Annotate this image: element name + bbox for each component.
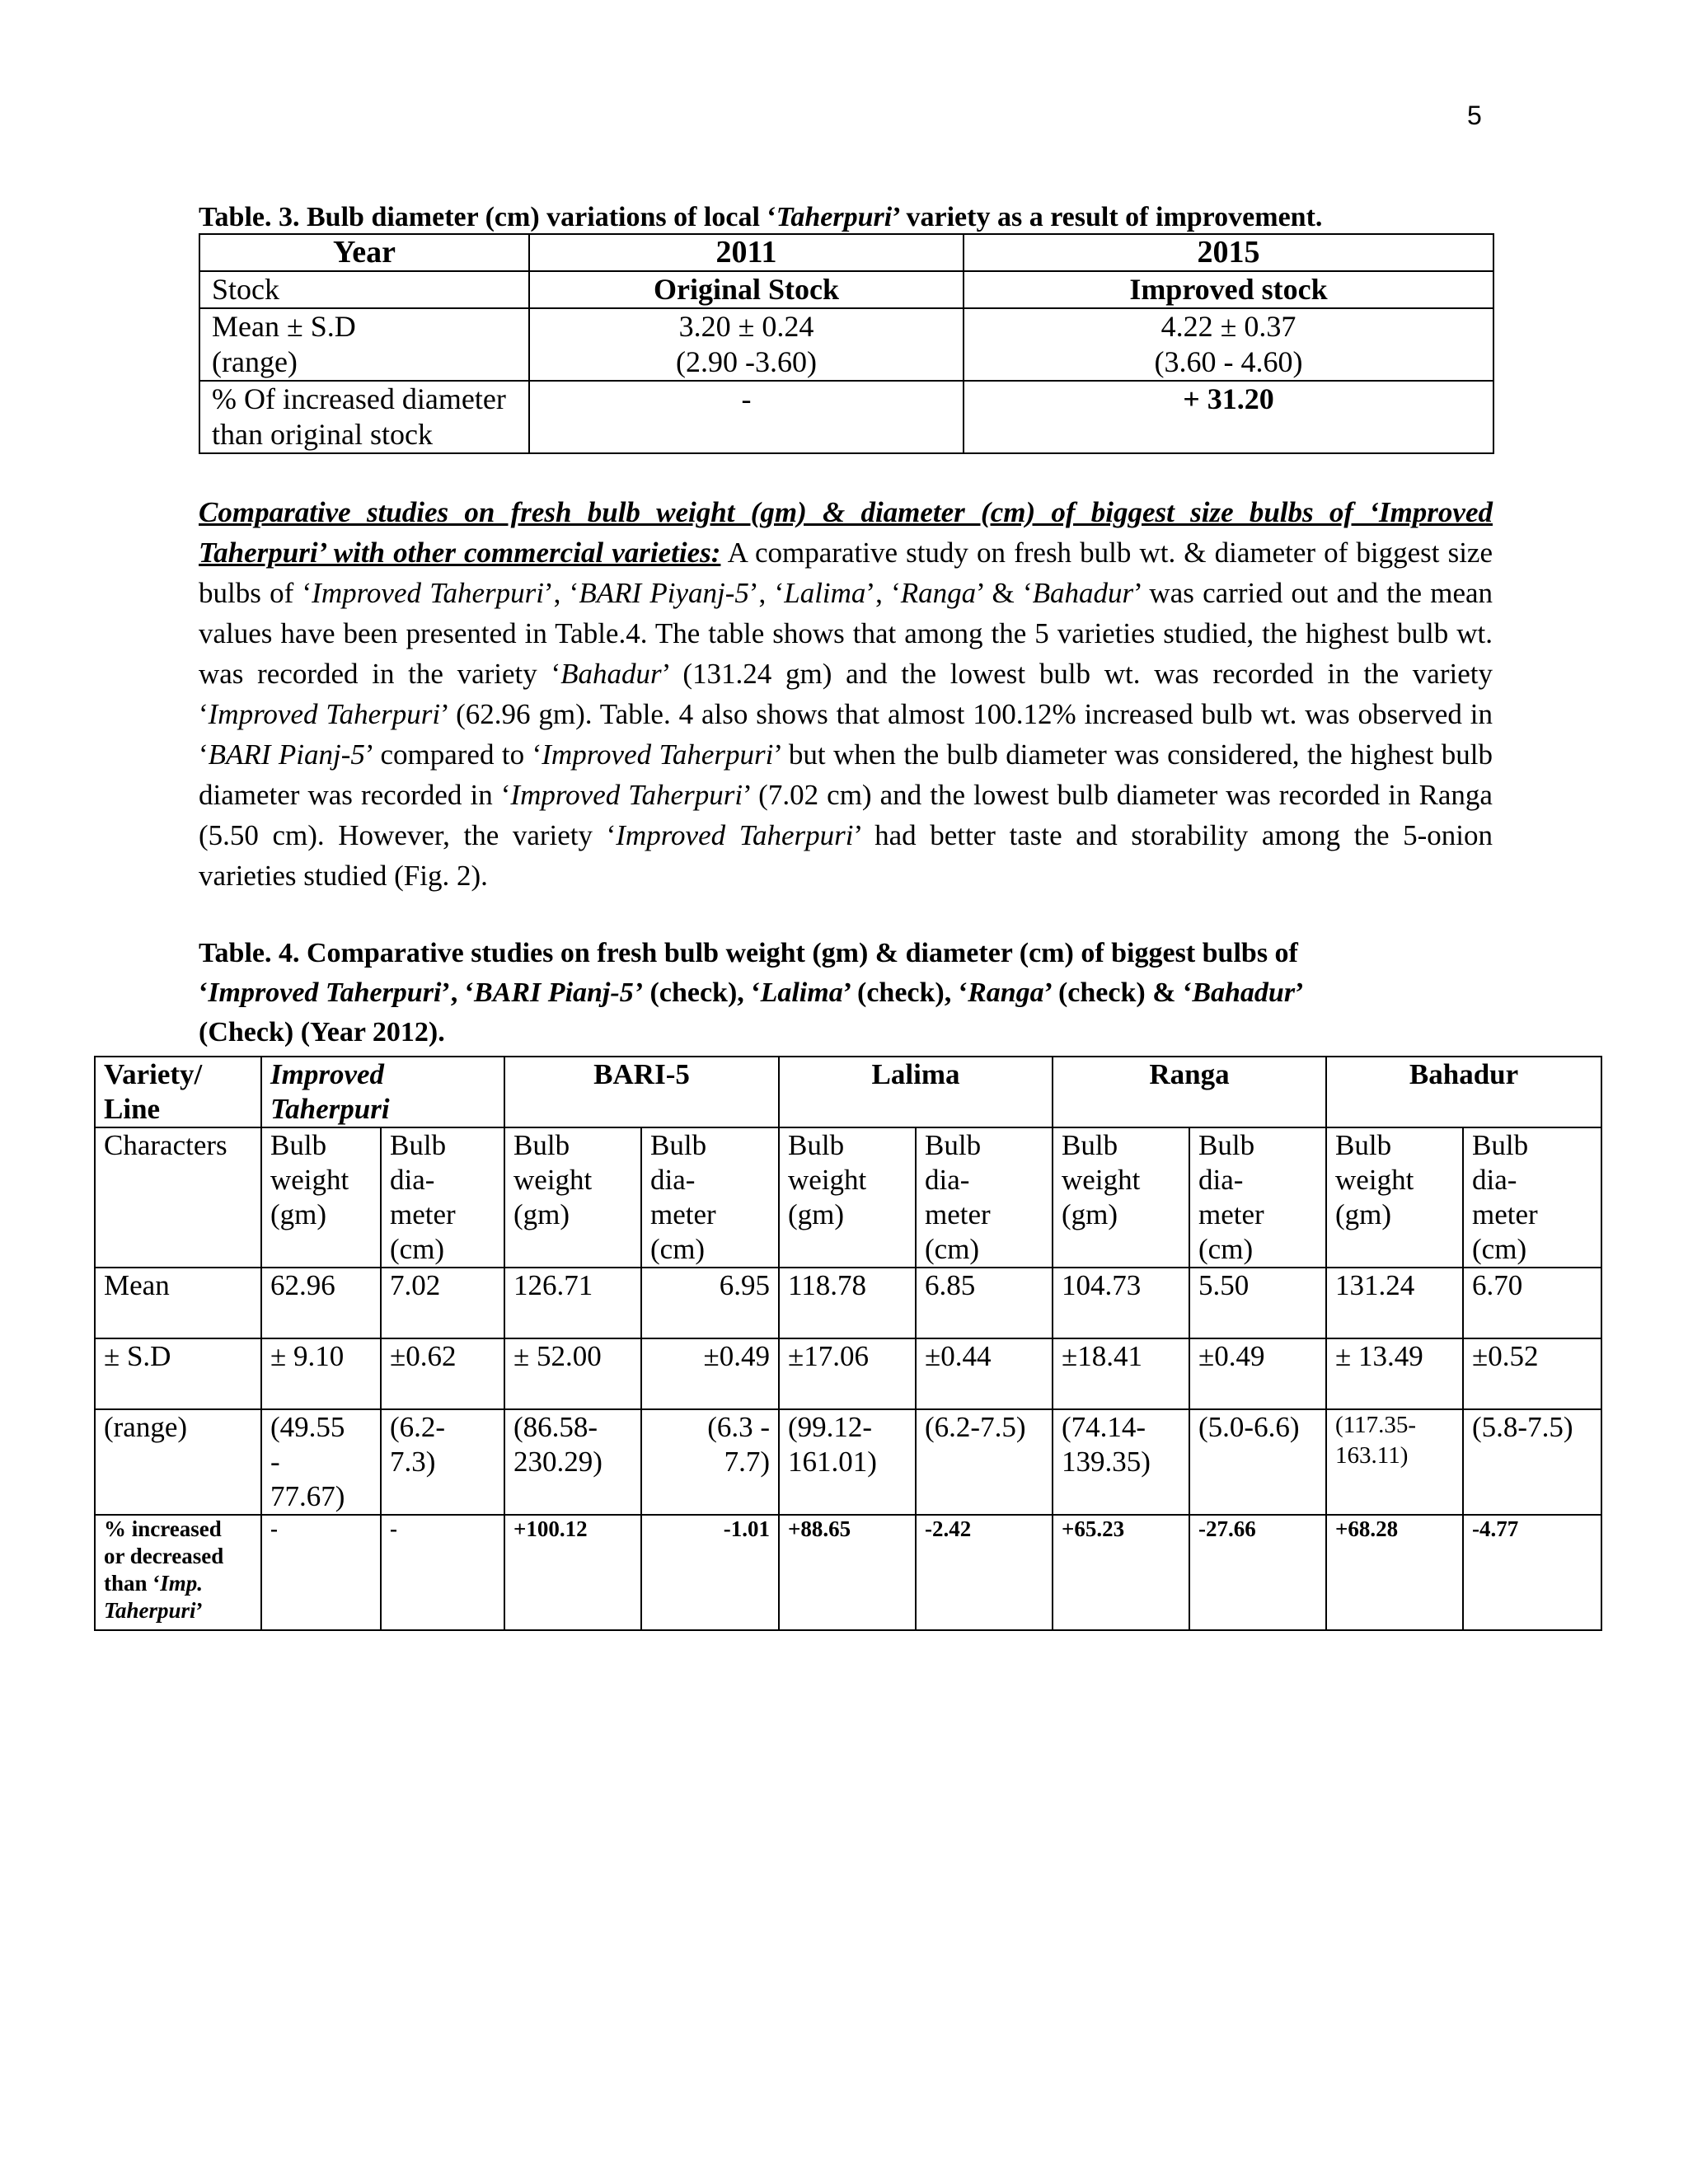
table-cell: ±0.62 bbox=[381, 1338, 504, 1409]
table-cell: Lalima bbox=[779, 1057, 1053, 1127]
table-cell: - bbox=[529, 381, 964, 453]
table-cell: (5.8-7.5) bbox=[1463, 1409, 1601, 1515]
table-cell: Bulb weight (gm) bbox=[1326, 1127, 1463, 1268]
table-cell: ± 52.00 bbox=[504, 1338, 641, 1409]
table-cell: (5.0-6.6) bbox=[1189, 1409, 1326, 1515]
table-cell: 7.02 bbox=[381, 1268, 504, 1338]
table-cell: Bulb dia- meter (cm) bbox=[1189, 1127, 1326, 1268]
table-cell: - bbox=[261, 1515, 381, 1630]
table-cell: 2011 bbox=[529, 234, 964, 271]
table3 bbox=[199, 233, 1494, 454]
table-cell: 3.20 ± 0.24 (2.90 -3.60) bbox=[529, 308, 964, 381]
table-cell: +100.12 bbox=[504, 1515, 641, 1630]
table-cell: +68.28 bbox=[1326, 1515, 1463, 1630]
table-cell: (6.3 - 7.7) bbox=[641, 1409, 779, 1515]
table3-caption: Table. 3. Bulb diameter (cm) variations of local ‘Taherpuri’ variety as a result of improvement. bbox=[199, 202, 1323, 232]
table-cell: Bulb dia- meter (cm) bbox=[916, 1127, 1053, 1268]
table-cell: ±0.44 bbox=[916, 1338, 1053, 1409]
table-cell: Bahadur bbox=[1326, 1057, 1601, 1127]
table-cell: 62.96 bbox=[261, 1268, 381, 1338]
table-cell: Improved stock bbox=[964, 271, 1493, 308]
table-cell: Mean ± S.D (range) bbox=[199, 308, 529, 381]
table-cell: 118.78 bbox=[779, 1268, 916, 1338]
table-cell: Bulb dia- meter (cm) bbox=[381, 1127, 504, 1268]
table-cell: -4.77 bbox=[1463, 1515, 1601, 1630]
table-cell: ±0.52 bbox=[1463, 1338, 1601, 1409]
table-row bbox=[95, 1057, 1601, 1127]
table-cell: ± 13.49 bbox=[1326, 1338, 1463, 1409]
table-cell: % Of increased diameter than original stock bbox=[199, 381, 529, 453]
table-row bbox=[199, 234, 1493, 271]
body-paragraph: Comparative studies on fresh bulb weight (gm) & diameter (cm) of biggest size bulbs of ‘Improved Taherpuri’ with other commercial varieties: A comparative study on fresh bulb wt. & diameter of biggest size bulbs of ‘Improved Taherpuri’, ‘BARI Piyanj-5’, ‘Lalima’, ‘Ranga’ & ‘Bahadur’ was carried out and the mean values have been presented in Table.4. The table shows that among the 5 varieties studied, the highest bulb wt. was recorded in the variety ‘Bahadur’ (131.24 gm) and the lowest bulb wt. was recorded in the variety ‘Improved Taherpuri’ (62.96 gm). Table. 4 also shows that almost 100.12% increased bulb wt. was observed in ‘BARI Pianj-5’ compared to ‘Improved Taherpuri’ but when the bulb diameter was considered, the highest bulb diameter was recorded in ‘Improved Taherpuri’ (7.02 cm) and the lowest bulb diameter was recorded in Ranga (5.50 cm). However, the variety ‘Improved Taherpuri’ had better taste and storability among the 5-onion varieties studied (Fig. 2). bbox=[199, 496, 1493, 892]
table-cell: (86.58- 230.29) bbox=[504, 1409, 641, 1515]
table-row bbox=[199, 381, 1493, 453]
table-cell: Original Stock bbox=[529, 271, 964, 308]
table-cell: 6.95 bbox=[641, 1268, 779, 1338]
table-cell: ±18.41 bbox=[1053, 1338, 1189, 1409]
table-cell: Characters bbox=[95, 1127, 261, 1268]
table-cell: (99.12- 161.01) bbox=[779, 1409, 916, 1515]
table-cell: -2.42 bbox=[916, 1515, 1053, 1630]
table-cell: Ranga bbox=[1053, 1057, 1326, 1127]
table-cell: (range) bbox=[95, 1409, 261, 1515]
table-cell: BARI-5 bbox=[504, 1057, 779, 1127]
table-cell: 131.24 bbox=[1326, 1268, 1463, 1338]
table4 bbox=[94, 1056, 1602, 1631]
table-cell: Mean bbox=[95, 1268, 261, 1338]
table-cell: 2015 bbox=[964, 234, 1493, 271]
table-cell: 104.73 bbox=[1053, 1268, 1189, 1338]
table4-caption: Table. 4. Comparative studies on fresh bulb weight (gm) & diameter (cm) of biggest bulbs of ‘Improved Taherpuri’, ‘BARI Pianj-5’ (check), ‘Lalima’ (check), ‘Ranga’ (check) & ‘Bahadur’ (Check) (Year 2012). bbox=[199, 938, 1305, 1047]
table-cell: Improved Taherpuri bbox=[261, 1057, 504, 1127]
table-row bbox=[199, 308, 1493, 381]
table-cell: ±0.49 bbox=[641, 1338, 779, 1409]
table-cell: (49.55 - 77.67) bbox=[261, 1409, 381, 1515]
table-cell: 4.22 ± 0.37 (3.60 - 4.60) bbox=[964, 308, 1493, 381]
table-cell: (6.2-7.5) bbox=[916, 1409, 1053, 1515]
table-cell: 6.70 bbox=[1463, 1268, 1601, 1338]
table-cell: ±17.06 bbox=[779, 1338, 916, 1409]
table-cell: ±0.49 bbox=[1189, 1338, 1326, 1409]
table-cell: 5.50 bbox=[1189, 1268, 1326, 1338]
table-cell: Year bbox=[199, 234, 529, 271]
table-cell: Bulb weight (gm) bbox=[504, 1127, 641, 1268]
table-cell: Stock bbox=[199, 271, 529, 308]
table-row bbox=[95, 1515, 1601, 1630]
table-cell: Bulb weight (gm) bbox=[261, 1127, 381, 1268]
table-cell: Bulb dia- meter (cm) bbox=[1463, 1127, 1601, 1268]
table-cell: ± S.D bbox=[95, 1338, 261, 1409]
table-cell: + 31.20 bbox=[964, 381, 1493, 453]
table-cell: 126.71 bbox=[504, 1268, 641, 1338]
table-row bbox=[199, 271, 1493, 308]
table-cell: Bulb weight (gm) bbox=[1053, 1127, 1189, 1268]
table-cell: (74.14- 139.35) bbox=[1053, 1409, 1189, 1515]
table-row bbox=[95, 1127, 1601, 1268]
table-row bbox=[95, 1338, 1601, 1409]
table-cell: (117.35- 163.11) bbox=[1326, 1409, 1463, 1515]
table-cell: +65.23 bbox=[1053, 1515, 1189, 1630]
table-cell: Variety/ Line bbox=[95, 1057, 261, 1127]
table-cell: - bbox=[381, 1515, 504, 1630]
table-cell: Bulb weight (gm) bbox=[779, 1127, 916, 1268]
table-cell: 6.85 bbox=[916, 1268, 1053, 1338]
table-cell: Bulb dia- meter (cm) bbox=[641, 1127, 779, 1268]
table-cell: -27.66 bbox=[1189, 1515, 1326, 1630]
table-row bbox=[95, 1268, 1601, 1338]
table-row bbox=[95, 1409, 1601, 1515]
table-cell: % increased or decreased than ‘Imp. Taherpuri’ bbox=[95, 1515, 261, 1630]
table-cell: ± 9.10 bbox=[261, 1338, 381, 1409]
page-number: 5 bbox=[1467, 101, 1482, 130]
table-cell: -1.01 bbox=[641, 1515, 779, 1630]
table-cell: (6.2- 7.3) bbox=[381, 1409, 504, 1515]
table-cell: +88.65 bbox=[779, 1515, 916, 1630]
